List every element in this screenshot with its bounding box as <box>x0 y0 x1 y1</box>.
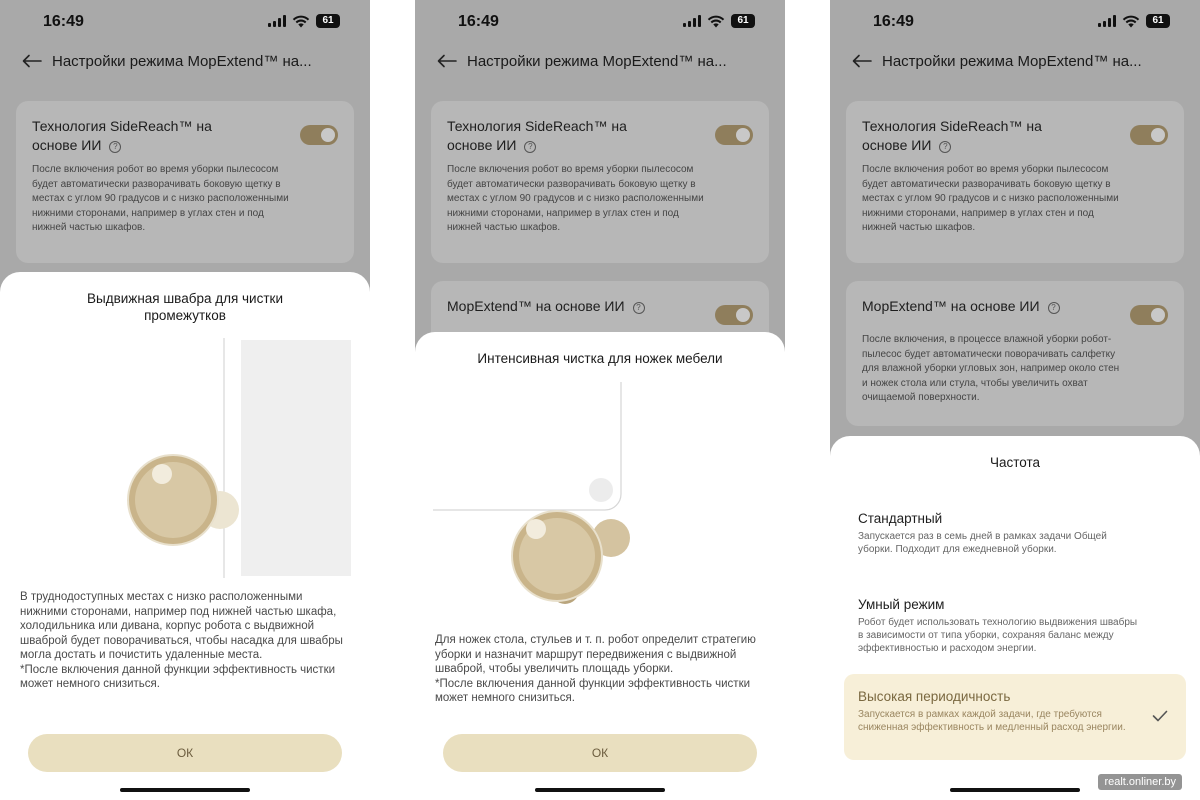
sheet-title: Выдвижная швабра для чистки промежутков <box>87 291 283 323</box>
sheet-note: *После включения данной функции эффективность чистки может немного снизиться. <box>435 677 751 704</box>
back-arrow-icon[interactable] <box>852 54 872 68</box>
home-indicator <box>120 788 250 792</box>
help-icon[interactable]: ? <box>524 141 536 153</box>
status-time: 16:49 <box>458 13 499 30</box>
option-title: Умный режим <box>858 597 945 612</box>
option-title: Высокая периодичность <box>858 689 1011 704</box>
mopextend-title: MopExtend™ на основе ИИ <box>862 298 1040 314</box>
battery-icon: 61 <box>1146 14 1170 28</box>
sheet-body <box>435 633 765 706</box>
phone-screen-furniture-legs <box>415 0 785 800</box>
ok-button[interactable]: ОК <box>28 734 342 772</box>
signal-icon <box>683 15 701 27</box>
sidereach-desc: После включения робот во время уборки пылесосом будет автоматически разворачивать боковую щетку в местах с углом 90 градусов и с низко расположенными нижними сторонами, например в углах стен и под нижней частью шкафов. <box>447 164 704 234</box>
sidereach-toggle[interactable] <box>715 125 753 145</box>
sidereach-title: Технология SideReach™ на основе ИИ <box>32 118 212 153</box>
status-bar <box>415 0 785 44</box>
sidereach-desc: После включения робот во время уборки пылесосом будет автоматически разворачивать боковую щетку в местах с углом 90 градусов и с низко расположенными нижними сторонами, например в углах стен и под нижней частью шкафов. <box>862 164 1119 234</box>
phone-screen-frequency <box>830 0 1200 800</box>
sidereach-title: Технология SideReach™ на основе ИИ <box>447 118 627 153</box>
page-title: Настройки режима MopExtend™ на... <box>52 52 312 70</box>
page-title: Настройки режима MopExtend™ на... <box>882 52 1142 70</box>
sheet-body <box>20 590 350 692</box>
sheet-title: Интенсивная чистка для ножек мебели <box>477 351 723 366</box>
nav-header <box>437 48 765 74</box>
info-sheet <box>415 332 785 800</box>
battery-icon: 61 <box>731 14 755 28</box>
extend-mop-illustration <box>110 338 355 583</box>
mopextend-toggle[interactable] <box>1130 305 1168 325</box>
status-bar <box>830 0 1200 44</box>
back-arrow-icon[interactable] <box>22 54 42 68</box>
sidereach-toggle[interactable] <box>300 125 338 145</box>
wifi-icon <box>707 15 725 28</box>
sidereach-card <box>16 101 354 263</box>
check-icon <box>1152 710 1168 722</box>
help-icon[interactable]: ? <box>109 141 121 153</box>
furniture-leg-illustration <box>433 378 653 608</box>
frequency-option-high[interactable] <box>844 674 1186 760</box>
sheet-note: *После включения данной функции эффективность чистки может немного снизиться. <box>20 663 336 690</box>
option-title: Стандартный <box>858 511 943 526</box>
sheet-title: Частота <box>989 455 1041 470</box>
watermark: realt.onliner.by <box>1098 774 1182 790</box>
sidereach-card <box>846 101 1184 263</box>
sidereach-desc: После включения робот во время уборки пылесосом будет автоматически разворачивать боковую щетку в местах с углом 90 градусов и с низко расположенными нижними сторонами, например в углах стен и под нижней частью шкафов. <box>32 164 289 234</box>
page-title: Настройки режима MopExtend™ на... <box>467 52 727 70</box>
sheet-text: В труднодоступных местах с низко расположенными нижними сторонами, например под нижней частью шкафа, холодильника или дивана, корпус робота с выдвижной шваброй будет поворачиваться, чтобы насадка для швабры могла достать и почистить удаленные места. <box>20 591 343 661</box>
status-bar <box>0 0 370 44</box>
status-time: 16:49 <box>873 13 914 30</box>
option-desc: Запускается раз в семь дней в рамках задачи Общей уборки. Подходит для ежедневной уборки. <box>858 531 1107 555</box>
signal-icon <box>1098 15 1116 27</box>
option-desc: Робот будет использовать технологию выдвижения швабры в зависимости от типа уборки, сохраняя баланс между эффективностью и расходом энергии. <box>858 617 1138 654</box>
sheet-text: Для ножек стола, стульев и т. п. робот определит стратегию уборки и назначит маршрут передвижения с выдвижной шваброй, чтобы увеличить площадь уборки. <box>435 634 756 675</box>
sidereach-toggle[interactable] <box>1130 125 1168 145</box>
nav-header <box>22 48 350 74</box>
nav-header <box>852 48 1180 74</box>
wifi-icon <box>292 15 310 28</box>
sidereach-card <box>431 101 769 263</box>
phone-screen-extend-mop <box>0 0 370 800</box>
back-arrow-icon[interactable] <box>437 54 457 68</box>
help-icon[interactable]: ? <box>1048 302 1060 314</box>
battery-icon: 61 <box>316 14 340 28</box>
frequency-option-smart[interactable] <box>844 586 1186 665</box>
mopextend-toggle[interactable] <box>715 305 753 325</box>
home-indicator <box>950 788 1080 792</box>
info-sheet <box>0 272 370 800</box>
option-desc: Запускается в рамках каждой задачи, где требуются сниженная эффективность и медленный расход энергии. <box>858 709 1126 733</box>
wifi-icon <box>1122 15 1140 28</box>
status-time: 16:49 <box>43 13 84 30</box>
mopextend-desc: После включения, в процессе влажной уборки робот-пылесос будет автоматически поворачивать салфетку для влажной уборки угловых зон, например около стен и ножек стола или стула, чтобы увеличить охват очищаемой поверхности. <box>862 334 1120 404</box>
mopextend-title: MopExtend™ на основе ИИ <box>447 298 625 314</box>
help-icon[interactable]: ? <box>939 141 951 153</box>
frequency-option-standard[interactable] <box>844 500 1186 566</box>
help-icon[interactable]: ? <box>633 302 645 314</box>
signal-icon <box>268 15 286 27</box>
sidereach-title: Технология SideReach™ на основе ИИ <box>862 118 1042 153</box>
ok-button[interactable]: ОК <box>443 734 757 772</box>
mopextend-card <box>846 281 1184 426</box>
home-indicator <box>535 788 665 792</box>
frequency-sheet <box>830 436 1200 800</box>
